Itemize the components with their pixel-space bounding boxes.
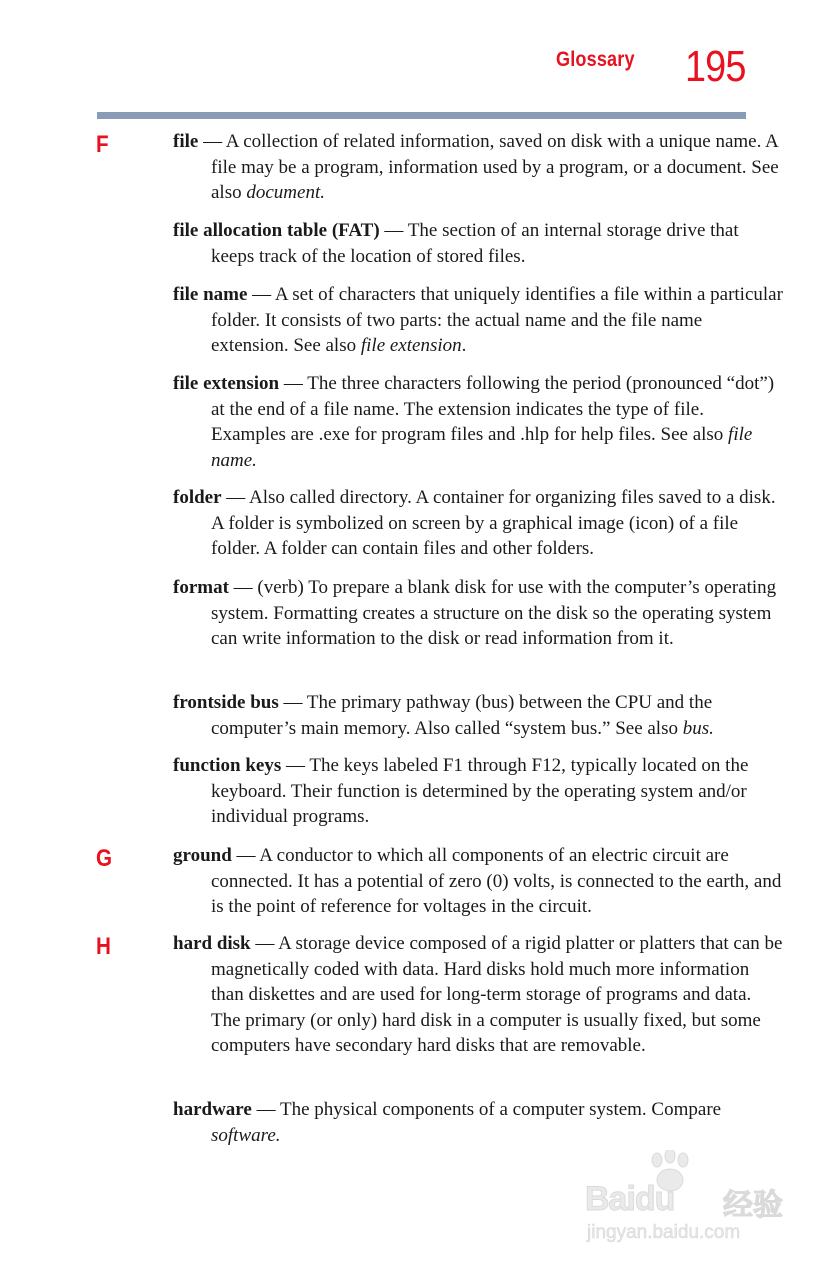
- entry-definition: — (verb) To prepare a blank disk for use with the computer’s operating system. Formatting creates a structure on the disk so the operating system can write information to the disk or read information from it.: [211, 577, 777, 650]
- entry-term: file name: [173, 284, 248, 305]
- watermark-brand: 经验: [723, 1188, 783, 1223]
- entry-see-also: document.: [246, 182, 325, 204]
- entry-definition: — The section of an internal storage drive that keeps track of the location of stored files.: [211, 220, 739, 267]
- entry-definition: — The primary pathway (bus) between the CPU and the computer’s main memory. Also called “system bus.” See also: [211, 692, 713, 739]
- entry-term: function keys: [173, 755, 282, 776]
- glossary-entry: [173, 931, 783, 1059]
- glossary-entry: [173, 371, 783, 473]
- glossary-entry: [173, 218, 783, 269]
- glossary-entry: [173, 129, 783, 206]
- header-rule: [97, 112, 746, 119]
- entry-see-also: file name.: [211, 424, 753, 471]
- entry-term: file extension: [173, 373, 280, 394]
- entry-definition: — A collection of related information, saved on disk with a unique name. A file may be a program, information used by a program, or a document. See also: [198, 131, 779, 204]
- entry-definition: — A storage device composed of a rigid platter or platters that can be magnetically coded with data. Hard disks hold much more information than diskettes and are used for long-term storage of programs and data. The primary (or only) hard disk in a computer is usually fixed, but some computers have secondary hard disks that are removable.: [211, 933, 783, 1057]
- section-letter-g: G: [96, 845, 113, 872]
- entry-definition: — Also called directory. A container for organizing files saved to a disk. A folder is symbolized on screen by a graphical image (icon) of a file folder. A folder can contain files and other folders.: [211, 487, 776, 560]
- entry-term: format: [173, 577, 229, 598]
- entry-term: file: [173, 131, 199, 152]
- watermark-logo: Baidu: [585, 1180, 675, 1218]
- entry-definition: — A conductor to which all components of an electric circuit are connected. It has a potential of zero (0) volts, is connected to the earth, and is the point of reference for voltages in the circuit.: [211, 845, 782, 918]
- entry-tail: .: [461, 335, 467, 357]
- entry-definition: — The keys labeled F1 through F12, typically located on the keyboard. Their function is determined by the operating system and/or individual programs.: [211, 755, 749, 828]
- watermark-url: jingyan.baidu.com: [587, 1222, 741, 1243]
- watermark: [585, 1150, 785, 1250]
- glossary-entry: [173, 843, 783, 920]
- entry-term: ground: [173, 845, 232, 866]
- section-letter-f: F: [96, 131, 109, 158]
- section-letter-h: H: [96, 933, 111, 960]
- entry-term: frontside bus: [173, 692, 279, 713]
- glossary-entry: [173, 575, 783, 652]
- glossary-entry: [173, 485, 783, 562]
- glossary-entry: [173, 753, 783, 830]
- entry-see-also: bus.: [682, 717, 714, 739]
- section-title: Glossary: [556, 48, 635, 71]
- entry-definition: — A set of characters that uniquely identifies a file within a particular folder. It consists of two parts: the actual name and the file name extension. See also: [211, 284, 783, 357]
- entry-term: file allocation table (FAT): [173, 220, 380, 241]
- page-number: 195: [685, 42, 746, 91]
- entry-definition: — The physical components of a computer system. Compare: [251, 1099, 722, 1120]
- glossary-entry: [173, 1097, 783, 1148]
- entry-see-also: file extension: [360, 335, 462, 357]
- entry-term: hard disk: [173, 933, 251, 954]
- glossary-entry: [173, 690, 783, 741]
- glossary-entry: [173, 282, 783, 359]
- entry-term: hardware: [173, 1099, 252, 1120]
- entry-definition: — The three characters following the period (pronounced “dot”) at the end of a file name. The extension indicates the type of file. Examples are .exe for program files and .hlp for help files. See also: [211, 373, 775, 446]
- entry-see-also: software.: [211, 1124, 281, 1146]
- entry-term: folder: [173, 487, 222, 508]
